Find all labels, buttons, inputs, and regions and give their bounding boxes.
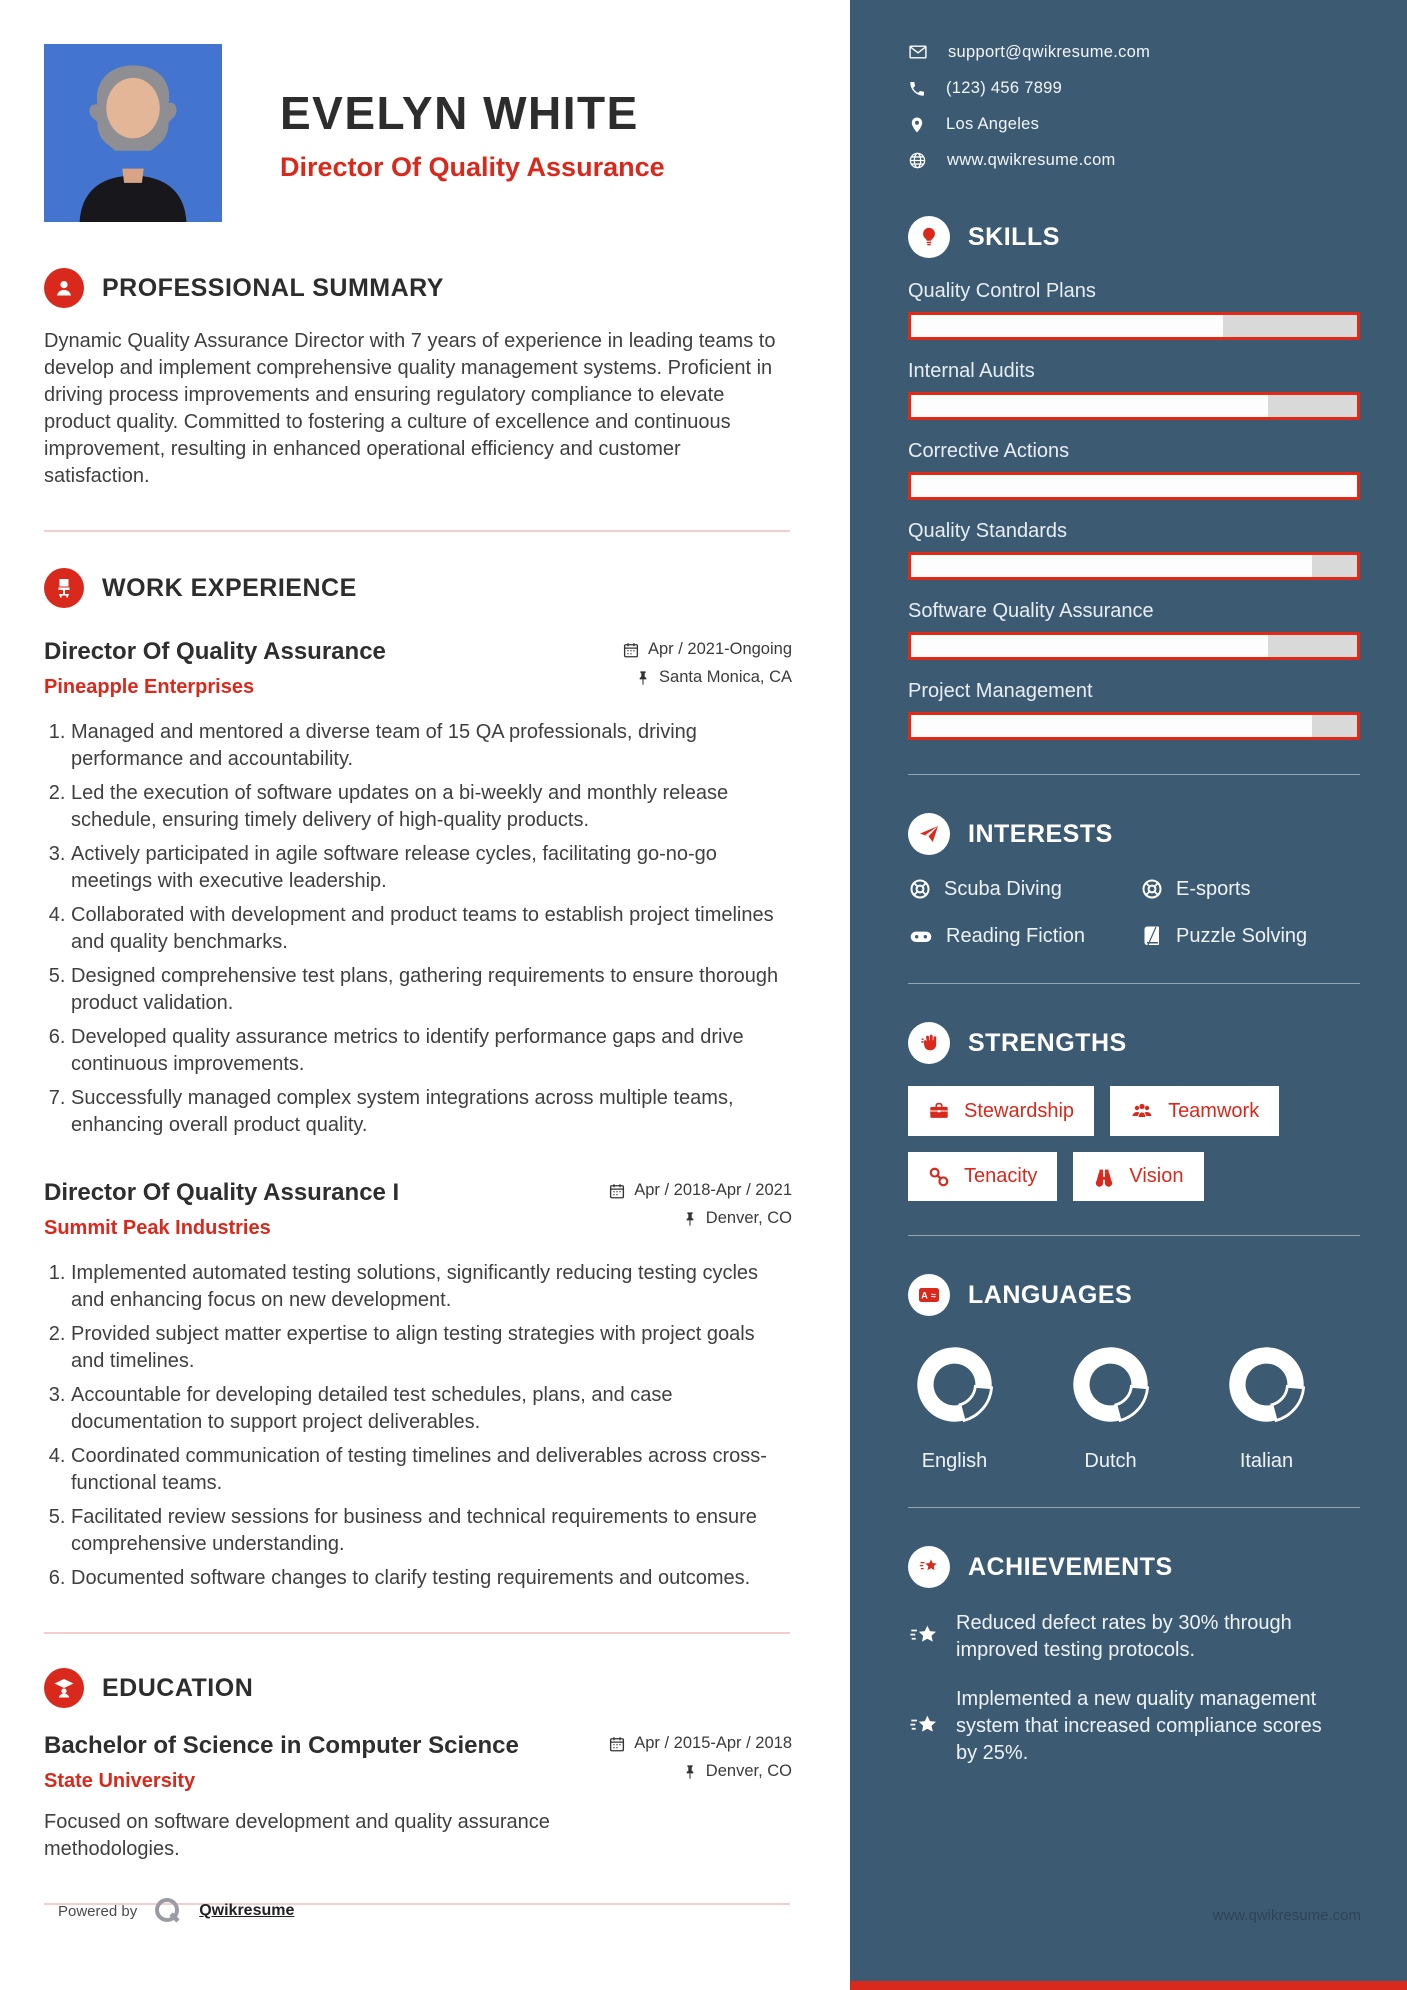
skill-item bbox=[908, 520, 1361, 580]
translate-icon bbox=[908, 1274, 950, 1316]
contact-block bbox=[908, 42, 1361, 170]
job-location: Santa Monica, CA bbox=[659, 668, 792, 686]
paper-plane-icon bbox=[908, 813, 950, 855]
education-entry bbox=[44, 1732, 792, 1863]
briefcase-icon bbox=[928, 1100, 950, 1122]
language-name: English bbox=[921, 1450, 988, 1472]
skill-name: Project Management bbox=[908, 680, 1093, 702]
divider bbox=[44, 1632, 790, 1634]
language-item bbox=[908, 1338, 1001, 1473]
section-professional-summary bbox=[44, 268, 792, 490]
strength-chip bbox=[1110, 1086, 1279, 1136]
bottom-accent-bar bbox=[850, 1981, 1407, 1990]
phone-icon bbox=[908, 80, 926, 98]
sidebar-divider bbox=[908, 774, 1360, 775]
svg-text:A: A bbox=[921, 1290, 928, 1301]
job-bullet-list bbox=[44, 719, 792, 1139]
skill-name: Quality Standards bbox=[908, 520, 1067, 542]
contact-location: Los Angeles bbox=[946, 115, 1040, 133]
skills-heading bbox=[908, 216, 1361, 258]
interest-item bbox=[908, 923, 1140, 949]
job-bullet: 3. Accountable for developing detailed test schedules, plans, and case documentation to support project deliverables. bbox=[71, 1382, 791, 1436]
lightbulb-icon bbox=[908, 216, 950, 258]
job-bullet: 3. Actively participated in agile software release cycles, facilitating go-no-go meetings with executive leadership. bbox=[71, 841, 791, 895]
gamepad-icon bbox=[908, 923, 934, 949]
contact-phone-row bbox=[908, 79, 1361, 98]
sidebar bbox=[850, 0, 1407, 1990]
location-pin-icon bbox=[908, 116, 926, 134]
user-icon bbox=[44, 268, 84, 308]
school-name: State University bbox=[44, 1770, 196, 1792]
language-name: Italian bbox=[1239, 1450, 1294, 1472]
achievement-item bbox=[908, 1686, 1361, 1767]
profile-photo bbox=[44, 44, 222, 222]
section-achievements bbox=[908, 1546, 1361, 1767]
job-bullet: 4. Coordinated communication of testing timelines and deliverables across cross-functional teams. bbox=[71, 1443, 791, 1497]
education-title: EDUCATION bbox=[102, 1673, 254, 1702]
skill-fill bbox=[911, 635, 1268, 657]
skill-bar bbox=[908, 392, 1360, 420]
work-heading bbox=[44, 568, 792, 608]
job-location: Denver, CO bbox=[705, 1209, 792, 1227]
skill-bar bbox=[908, 472, 1360, 500]
pushpin-icon bbox=[682, 1764, 698, 1780]
interests-grid bbox=[908, 877, 1361, 949]
interest-item bbox=[1140, 877, 1361, 901]
section-languages bbox=[908, 1274, 1361, 1473]
achievement-text: Reduced defect rates by 30% through improved testing protocols. bbox=[956, 1612, 1292, 1661]
person-name: EVELYN WHITE bbox=[280, 87, 639, 139]
education-heading bbox=[44, 1668, 792, 1708]
achievement-text: Implemented a new quality management system that increased compliance scores by 25%. bbox=[956, 1688, 1322, 1764]
book-icon bbox=[1140, 924, 1164, 948]
star-badge-icon bbox=[908, 1686, 940, 1767]
strengths-title: STRENGTHS bbox=[968, 1028, 1127, 1057]
section-work-experience bbox=[44, 568, 792, 1592]
job-bullet: 5. Facilitated review sessions for business and technical requirements to ensure comprehensive understanding. bbox=[71, 1504, 791, 1558]
strength-chip bbox=[908, 1152, 1057, 1201]
languages-heading bbox=[908, 1274, 1361, 1316]
interest-label: Scuba Diving bbox=[944, 877, 1062, 900]
job-meta bbox=[622, 638, 792, 699]
svg-text:≈: ≈ bbox=[931, 1290, 936, 1301]
strength-label: Teamwork bbox=[1168, 1099, 1260, 1122]
portrait-illustration bbox=[44, 44, 222, 222]
education-location: Denver, CO bbox=[705, 1762, 792, 1780]
skill-fill bbox=[911, 315, 1223, 337]
pushpin-icon bbox=[682, 1211, 698, 1227]
name-block bbox=[280, 44, 665, 222]
education-description: Focused on software development and quality assurance methodologies. bbox=[44, 1811, 550, 1860]
strength-label: Vision bbox=[1129, 1165, 1184, 1187]
person-title: Director Of Quality Assurance bbox=[280, 152, 665, 182]
contact-location-row bbox=[908, 115, 1361, 134]
languages-title: LANGUAGES bbox=[968, 1280, 1133, 1309]
skill-fill bbox=[911, 555, 1312, 577]
pushpin-icon bbox=[635, 670, 651, 686]
interests-title: INTERESTS bbox=[968, 819, 1113, 848]
email-icon bbox=[908, 42, 928, 62]
language-name: Dutch bbox=[1084, 1450, 1137, 1472]
job-bullet-list bbox=[44, 1260, 792, 1592]
interest-label: E-sports bbox=[1176, 877, 1251, 900]
job-title: Director Of Quality Assurance bbox=[44, 638, 386, 665]
job-dates: Apr / 2018-Apr / 2021 bbox=[634, 1181, 792, 1199]
calendar-icon bbox=[608, 1735, 626, 1753]
sidebar-divider bbox=[908, 1235, 1360, 1236]
skill-bar bbox=[908, 632, 1360, 660]
strength-label: Stewardship bbox=[964, 1099, 1075, 1122]
contact-email-row bbox=[908, 42, 1361, 62]
globe-icon bbox=[908, 151, 927, 170]
job-bullet: 2. Led the execution of software updates on a bi-weekly and monthly release schedule, ensuring timely delivery of high-quality products. bbox=[71, 780, 791, 834]
strength-label: Tenacity bbox=[964, 1165, 1038, 1187]
language-item bbox=[1220, 1338, 1313, 1473]
skill-bar bbox=[908, 312, 1360, 340]
skill-item bbox=[908, 360, 1361, 420]
interest-item bbox=[1140, 923, 1361, 949]
fist-icon bbox=[908, 1022, 950, 1064]
contact-phone[interactable]: (123) 456 7899 bbox=[946, 79, 1063, 97]
skill-name: Quality Control Plans bbox=[908, 280, 1096, 302]
graduate-icon bbox=[44, 1668, 84, 1708]
skill-fill bbox=[911, 395, 1268, 417]
qwikresume-logo-icon bbox=[151, 1894, 185, 1928]
shooting-star-icon bbox=[908, 1546, 950, 1588]
binoculars-icon bbox=[1093, 1166, 1115, 1188]
qwikresume-link[interactable]: Qwikresume bbox=[199, 1902, 295, 1919]
skill-name: Internal Audits bbox=[908, 360, 1035, 382]
section-education bbox=[44, 1668, 792, 1863]
language-donut-chart bbox=[1064, 1338, 1157, 1431]
degree-title: Bachelor of Science in Computer Science bbox=[44, 1732, 519, 1759]
summary-heading bbox=[44, 268, 792, 308]
education-dates: Apr / 2015-Apr / 2018 bbox=[634, 1734, 792, 1752]
contact-website[interactable]: www.qwikresume.com bbox=[947, 151, 1116, 169]
skill-item bbox=[908, 600, 1361, 660]
skill-fill bbox=[911, 715, 1312, 737]
calendar-icon bbox=[622, 641, 640, 659]
job-bullet: 6. Developed quality assurance metrics to identify performance gaps and drive continuous improvements. bbox=[71, 1024, 791, 1078]
job-bullet: 1. Implemented automated testing solutions, significantly reducing testing cycles and enhancing focus on new development. bbox=[71, 1260, 791, 1314]
interest-label: Reading Fiction bbox=[946, 924, 1085, 947]
job-bullet: 4. Collaborated with development and product teams to establish project timelines and quality benchmarks. bbox=[71, 902, 791, 956]
interests-heading bbox=[908, 813, 1361, 855]
watermark: www.qwikresume.com bbox=[1212, 1907, 1361, 1924]
summary-title: PROFESSIONAL SUMMARY bbox=[102, 273, 444, 302]
job-bullet: 7. Successfully managed complex system integrations across multiple teams, enhancing overall product quality. bbox=[71, 1085, 791, 1139]
job-dates: Apr / 2021-Ongoing bbox=[647, 640, 792, 658]
job-bullet: 5. Designed comprehensive test plans, gathering requirements to ensure thorough product validation. bbox=[71, 963, 791, 1017]
skill-item bbox=[908, 680, 1361, 740]
team-icon bbox=[1130, 1099, 1154, 1123]
language-donut-chart bbox=[1220, 1338, 1313, 1431]
job-entry bbox=[44, 1179, 792, 1592]
calendar-icon bbox=[608, 1182, 626, 1200]
work-title: WORK EXPERIENCE bbox=[102, 573, 357, 602]
skill-item bbox=[908, 280, 1361, 340]
language-item bbox=[1064, 1338, 1157, 1473]
footer bbox=[58, 1894, 294, 1928]
job-company: Summit Peak Industries bbox=[44, 1217, 271, 1239]
skill-fill bbox=[911, 475, 1357, 497]
divider bbox=[44, 530, 790, 532]
sidebar-divider bbox=[908, 983, 1360, 984]
header bbox=[44, 44, 792, 222]
sidebar-divider bbox=[908, 1507, 1360, 1508]
job-title: Director Of Quality Assurance I bbox=[44, 1179, 400, 1206]
lifebuoy-icon bbox=[908, 877, 932, 901]
skill-bar bbox=[908, 712, 1360, 740]
languages-row bbox=[908, 1338, 1361, 1473]
job-meta bbox=[608, 1179, 792, 1240]
job-bullet: 1. Managed and mentored a diverse team of 15 QA professionals, driving performance and accountability. bbox=[71, 719, 791, 773]
job-bullet: 2. Provided subject matter expertise to align testing strategies with project goals and timelines. bbox=[71, 1321, 791, 1375]
job-bullet: 6. Documented software changes to clarify testing requirements and outcomes. bbox=[71, 1565, 791, 1592]
section-strengths bbox=[908, 1022, 1361, 1201]
summary-text: Dynamic Quality Assurance Director with 7 years of experience in leading teams to develop and implement comprehensive quality management systems. Proficient in driving process improvements and ensuring regulatory compliance to elevate product quality. Committed to fostering a culture of excellence and continuous improvement, resulting in enhanced operational efficiency and customer satisfaction. bbox=[44, 330, 776, 487]
contact-website-row bbox=[908, 151, 1361, 170]
skill-bar bbox=[908, 552, 1360, 580]
section-skills bbox=[908, 216, 1361, 740]
office-chair-icon bbox=[44, 568, 84, 608]
star-badge-icon bbox=[908, 1610, 940, 1664]
strength-chip bbox=[908, 1086, 1094, 1136]
skill-name: Software Quality Assurance bbox=[908, 600, 1154, 622]
lifebuoy-icon bbox=[1140, 877, 1164, 901]
section-interests bbox=[908, 813, 1361, 949]
powered-by-label: Powered by bbox=[58, 1902, 138, 1920]
skill-name: Corrective Actions bbox=[908, 440, 1070, 462]
strengths-heading bbox=[908, 1022, 1361, 1064]
strength-chip bbox=[1073, 1152, 1203, 1201]
skills-title: SKILLS bbox=[968, 222, 1060, 251]
skill-item bbox=[908, 440, 1361, 500]
education-meta bbox=[608, 1732, 792, 1793]
job-entry bbox=[44, 638, 792, 1139]
contact-email[interactable]: support@qwikresume.com bbox=[948, 42, 1151, 61]
chain-icon bbox=[928, 1166, 950, 1188]
interest-item bbox=[908, 877, 1140, 901]
job-company: Pineapple Enterprises bbox=[44, 676, 255, 698]
language-donut-chart bbox=[908, 1338, 1001, 1431]
strengths-chips bbox=[908, 1086, 1378, 1201]
achievement-item bbox=[908, 1610, 1361, 1664]
interest-label: Puzzle Solving bbox=[1176, 924, 1308, 947]
achievements-title: ACHIEVEMENTS bbox=[968, 1552, 1173, 1581]
achievements-heading bbox=[908, 1546, 1361, 1588]
